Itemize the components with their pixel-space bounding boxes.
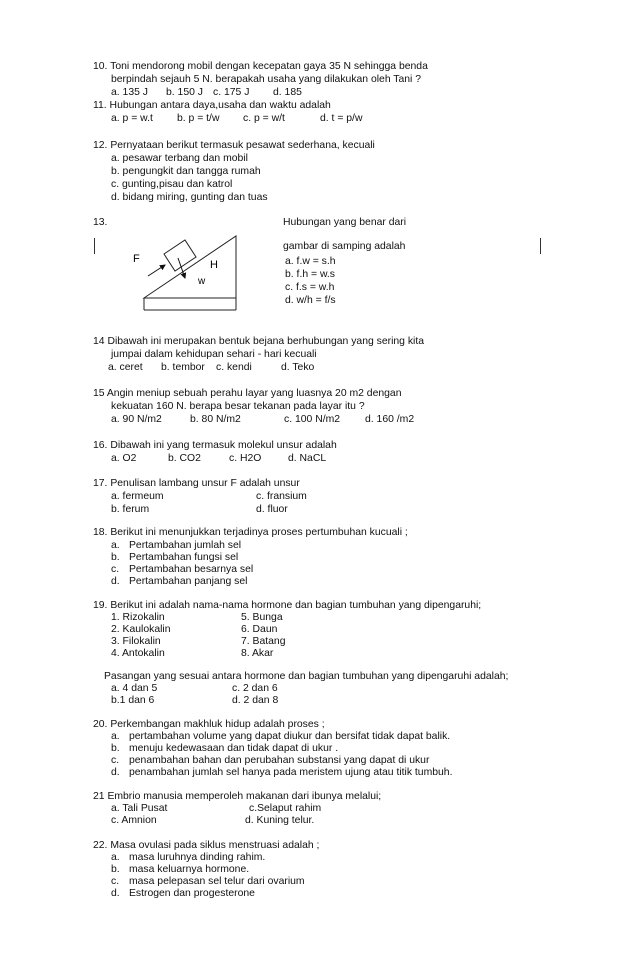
- q14-option-b: b. tembor: [161, 362, 205, 373]
- q15-option-a: a. 90 N/m2: [111, 414, 162, 425]
- q12-option-b: b. pengungkit dan tangga rumah: [111, 166, 261, 177]
- q22-option-c: c. masa pelepasan sel telur dari ovarium: [111, 876, 305, 887]
- q18-stem: 18. Berikut ini menunjukkan terjadinya proses pertumbuhan kucuali ;: [93, 527, 408, 538]
- q20-option-a: a. pertambahan volume yang dapat diukur dan bersifat tidak dapat balik.: [111, 731, 451, 742]
- q10-option-b: b. 150 J: [166, 87, 203, 98]
- q19-hormone-3: 3. Filokalin: [111, 636, 161, 647]
- q15-stem-line2: kekuatan 160 N. berapa besar tekanan pada layar itu ?: [111, 401, 365, 412]
- q14-option-a: a. ceret: [108, 362, 143, 373]
- q11-option-a: a. p = w.t: [111, 113, 153, 124]
- q13-option-a: a. f.w = s.h: [285, 256, 336, 267]
- q10-stem-line2: berpindah sejauh 5 N. berapakah usaha yang dilakukan oleh Tani ?: [111, 74, 422, 85]
- weight-label: w: [198, 276, 206, 287]
- q15-stem-line1: 15 Angin meniup sebuah perahu layar yang luasnya 20 m2 dengan: [93, 388, 402, 399]
- q14-stem-line1: 14 Dibawah ini merupakan bentuk bejana berhubungan yang sering kita: [93, 336, 424, 347]
- q12-option-c: c. gunting,pisau dan katrol: [111, 179, 233, 190]
- q19-hormone-2: 2. Kaulokalin: [111, 624, 171, 635]
- q10-stem-line1: 10. Toni mendorong mobil dengan kecepatan gaya 35 N sehingga benda: [93, 61, 428, 72]
- q13-stem-line1: Hubungan yang benar dari: [283, 217, 407, 228]
- q11-stem: 11. Hubungan antara daya,usaha dan waktu adalah: [93, 100, 331, 111]
- q21-option-c2: c. Amnion: [111, 815, 157, 826]
- q13-number: 13.: [93, 217, 108, 228]
- q19-part-5: 5. Bunga: [241, 612, 283, 623]
- q12-option-a: a. pesawar terbang dan mobil: [111, 153, 248, 164]
- q10-option-d: d. 185: [273, 87, 302, 98]
- q20-option-d: d. penambahan jumlah sel hanya pada meristem ujung atau titik tumbuh.: [111, 767, 453, 778]
- q11-option-c: c. p = w/t: [243, 113, 285, 124]
- q21-option-a: a. Tali Pusat: [111, 803, 168, 814]
- q20-stem: 20. Perkembangan makhluk hidup adalah proses ;: [93, 719, 325, 730]
- q19-option-c: c. 2 dan 6: [232, 683, 278, 694]
- q22-option-a: a. masa luruhnya dinding rahim.: [111, 852, 266, 863]
- q18-option-a: a. Pertambahan jumlah sel: [111, 540, 242, 551]
- q21-option-c: c.Selaput rahim: [249, 803, 322, 814]
- q10-option-a: a. 135 J: [111, 87, 148, 98]
- q16-option-b: b. CO2: [168, 453, 201, 464]
- q16-stem: 16. Dibawah ini yang termasuk molekul unsur adalah: [93, 440, 337, 451]
- q18-option-d: d. Pertambahan panjang sel: [111, 576, 248, 587]
- q16-option-d: d. NaCL: [288, 453, 327, 464]
- q15-option-b: b. 80 N/m2: [190, 414, 241, 425]
- q20-option-c: c. penambahan bahan dan perubahan substansi yang dapat di ukur: [111, 755, 430, 766]
- q11-option-b: b. p = t/w: [177, 113, 220, 124]
- q20-option-b: b. menuju kedewasaan dan tidak dapat di ukur .: [111, 743, 339, 754]
- q19-hormone-1: 1. Rizokalin: [111, 612, 165, 623]
- force-label: F: [133, 253, 140, 265]
- q17-option-b: b. ferum: [111, 504, 150, 515]
- q19-option-b: b.1 dan 6: [111, 695, 155, 706]
- height-label: H: [210, 259, 218, 271]
- q19-part-7: 7. Batang: [241, 636, 286, 647]
- q14-option-c: c. kendi: [216, 362, 252, 373]
- q18-option-b: b. Pertambahan fungsi sel: [111, 552, 239, 563]
- q19-stem: 19. Berikut ini adalah nama-nama hormone dan bagian tumbuhan yang dipengaruhi;: [93, 600, 482, 611]
- q18-option-c: c. Pertambahan besarnya sel: [111, 564, 254, 575]
- q10-option-c: c. 175 J: [213, 87, 250, 98]
- q19-hormone-4: 4. Antokalin: [111, 648, 165, 659]
- q12-option-d: d. bidang miring, gunting dan tuas: [111, 192, 268, 203]
- q19-part-8: 8. Akar: [241, 648, 274, 659]
- q17-option-c: c. fransium: [256, 491, 307, 502]
- q19-part-6: 6. Daun: [241, 624, 278, 635]
- q22-stem: 22. Masa ovulasi pada siklus menstruasi adalah ;: [93, 840, 320, 851]
- q22-option-b: b. masa keluarnya hormone.: [111, 864, 250, 875]
- q19-option-d: d. 2 dan 8: [232, 695, 279, 706]
- q13-option-b: b. f.h = w.s: [285, 269, 335, 280]
- q12-stem: 12. Pernyataan berikut termasuk pesawat sederhana, kecuali: [93, 140, 375, 151]
- q16-option-c: c. H2O: [229, 453, 262, 464]
- q21-stem: 21 Embrio manusia memperoleh makanan dari ibunya melalui;: [93, 791, 382, 802]
- q21-option-d: d. Kuning telur.: [245, 815, 315, 826]
- q15-option-d: d. 160 /m2: [365, 414, 415, 425]
- q17-stem: 17. Penulisan lambang unsur F adalah unsur: [93, 478, 300, 489]
- q19-prompt: Pasangan yang sesuai antara hormone dan bagian tumbuhan yang dipengaruhi adalah;: [104, 671, 509, 682]
- q14-option-d: d. Teko: [281, 362, 315, 373]
- q13-stem-line2: gambar di samping adalah: [283, 241, 406, 252]
- q14-stem-line2: jumpai dalam kehidupan sehari - hari kecuali: [111, 349, 317, 360]
- q22-option-d: d. Estrogen dan progesterone: [111, 888, 255, 899]
- q15-option-c: c. 100 N/m2: [284, 414, 341, 425]
- q17-option-a: a. fermeum: [111, 491, 164, 502]
- q13-option-d: d. w/h = f/s: [285, 295, 336, 306]
- q11-option-d: d. t = p/w: [320, 113, 363, 124]
- q19-option-a: a. 4 dan 5: [111, 683, 158, 694]
- force-arrow: [148, 265, 165, 276]
- q16-option-a: a. O2: [111, 453, 137, 464]
- q13-option-c: c. f.s = w.h: [285, 282, 335, 293]
- q17-option-d: d. fluor: [256, 504, 288, 515]
